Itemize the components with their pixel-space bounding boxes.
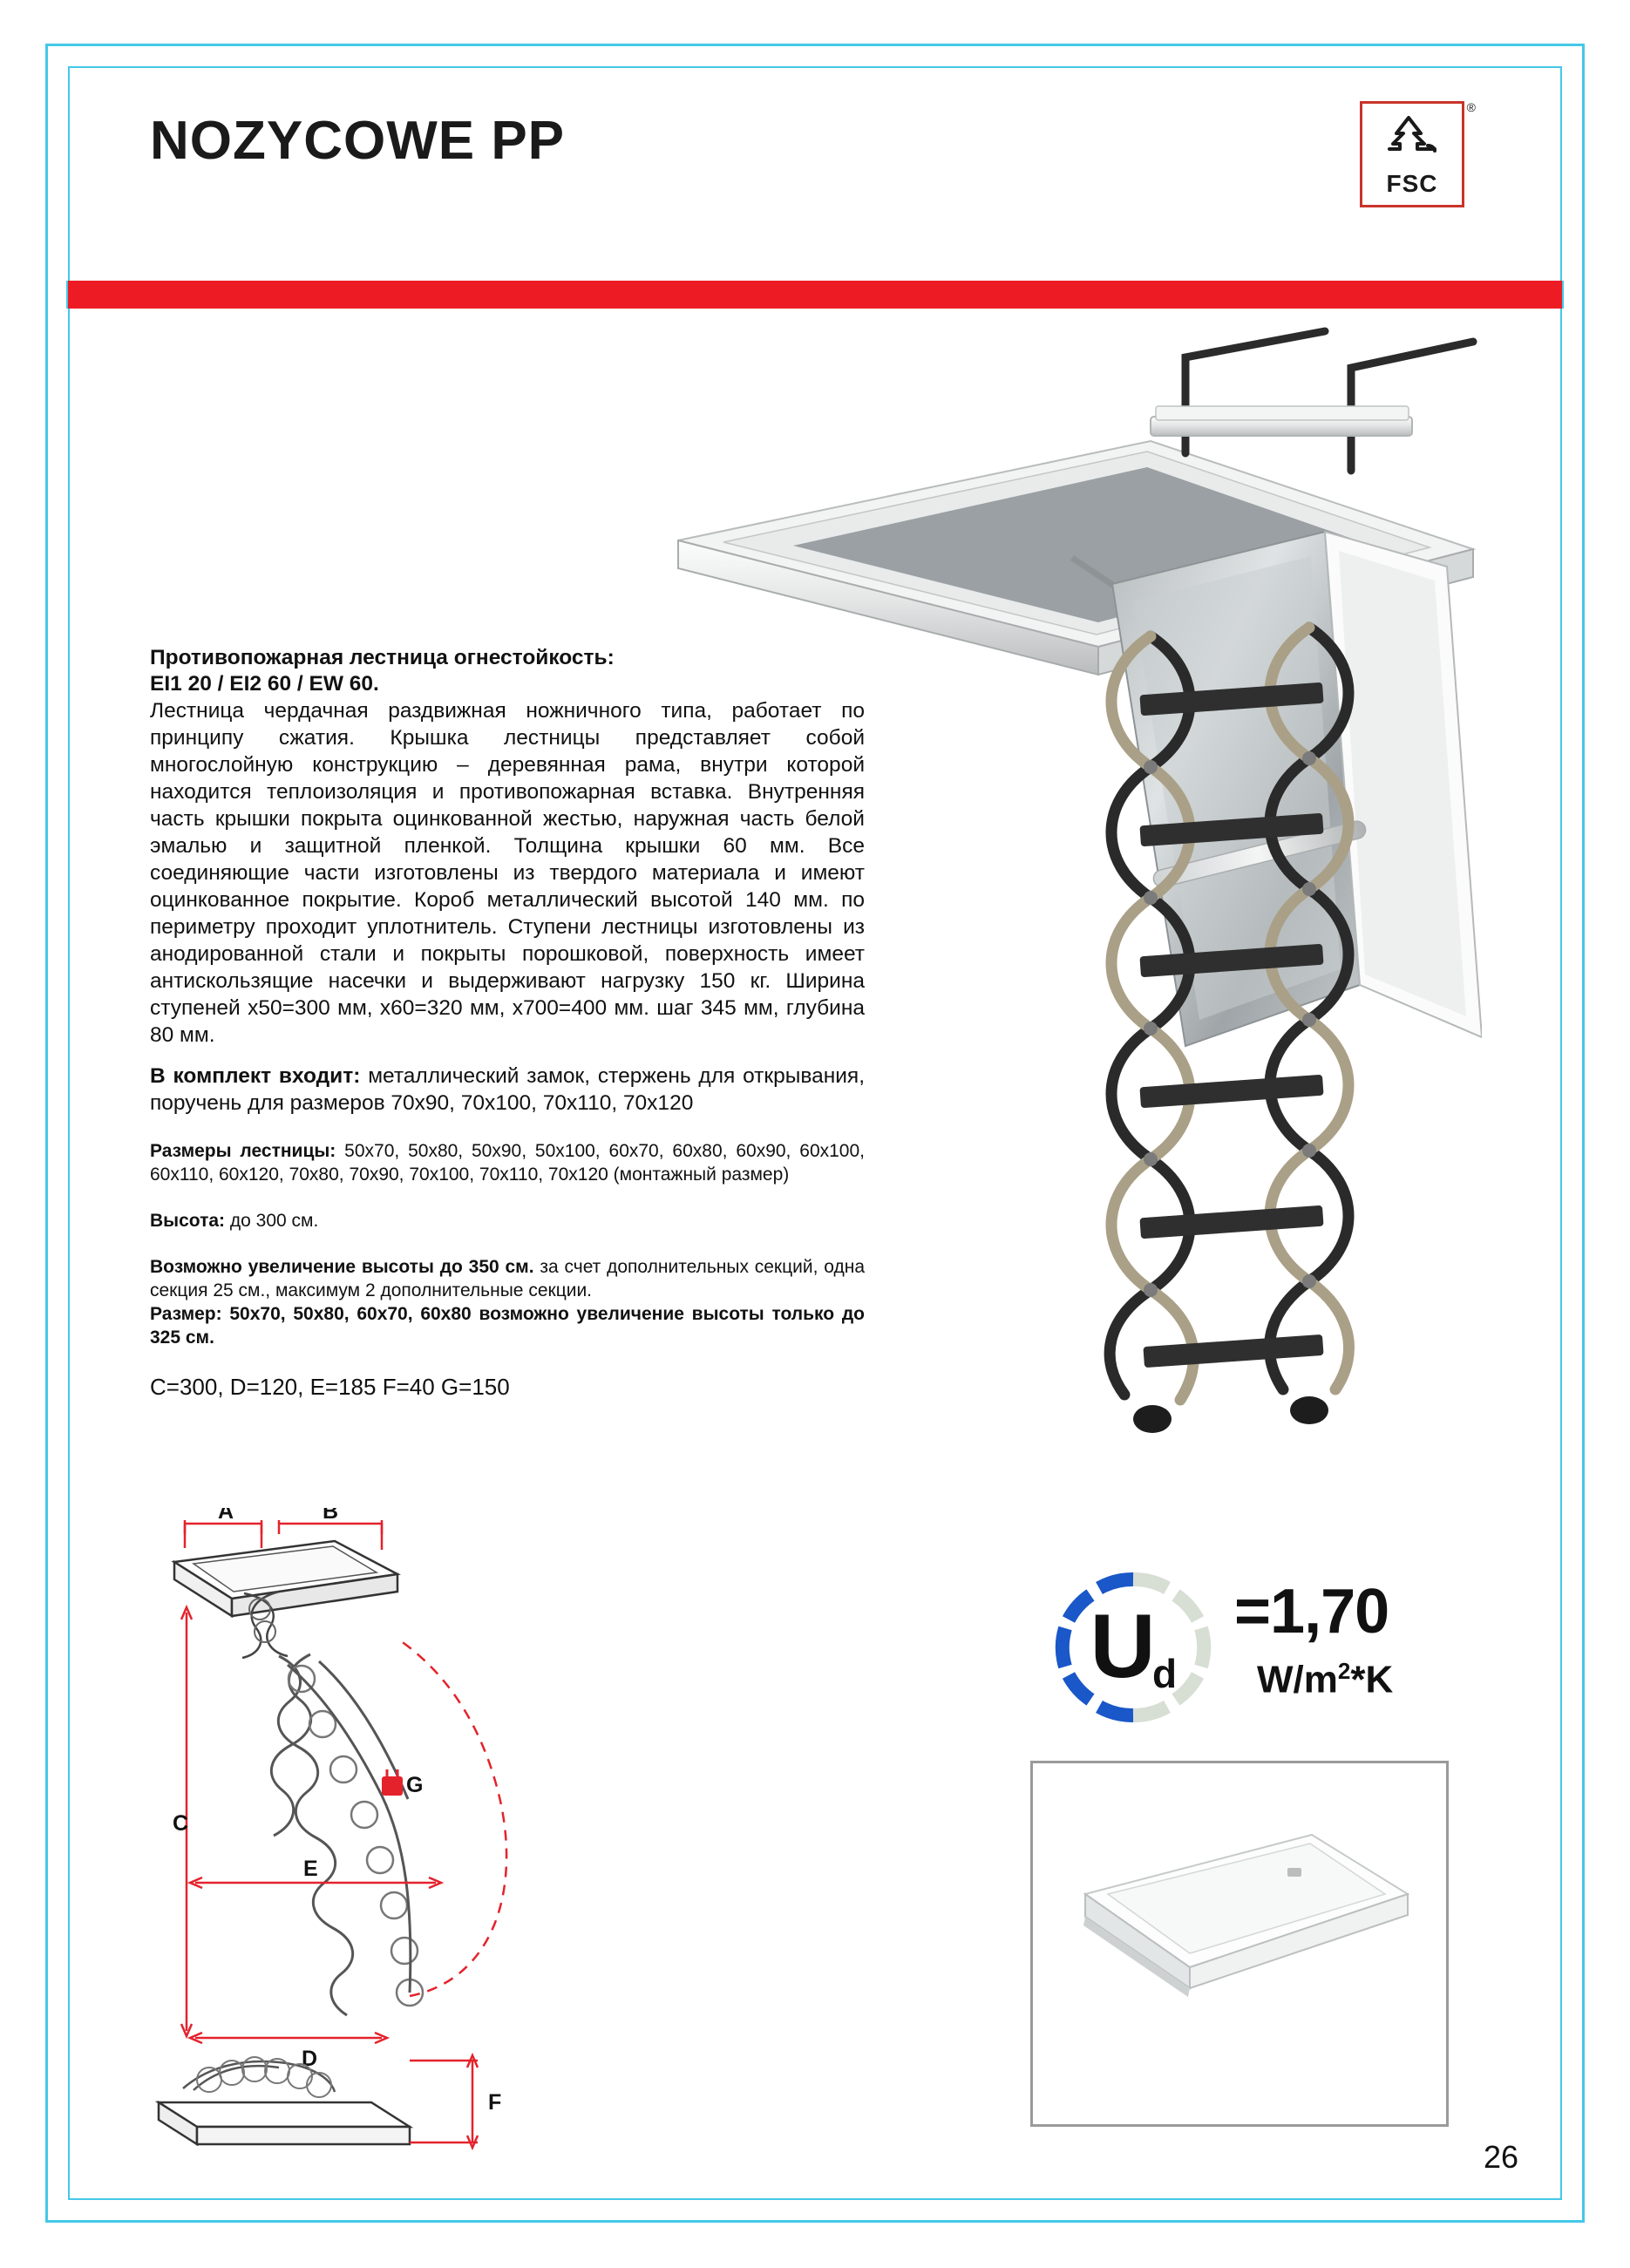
red-bar-left-gap xyxy=(45,281,68,309)
closed-hatch-photo xyxy=(1030,1761,1449,2127)
sizes-text: 50x70, 50x80, 50x90, 50x100, 60x70, 60x80, 60x90, 60x100, 60x110, 60x120, 70x80, 70x90, 70x100, 70x110, 70x120 (монтажный размер) xyxy=(150,1141,865,1185)
u-value-unit: $W/m^2*K$ xyxy=(1257,1658,1394,1701)
svg-text:G: G xyxy=(406,1773,424,1797)
svg-text:d: d xyxy=(1151,1651,1178,1696)
ladder-sizes xyxy=(150,1139,865,1186)
svg-text:E: E xyxy=(303,1857,318,1881)
page-number: 26 xyxy=(1483,2139,1518,2175)
tree-icon xyxy=(1362,109,1462,166)
red-bar-right-gap xyxy=(1562,281,1585,309)
svg-text:F: F xyxy=(488,2090,502,2115)
sizes-label: Размеры лестницы: xyxy=(150,1141,336,1161)
svg-text:D: D xyxy=(302,2047,318,2071)
kit-label: В комплект входит: xyxy=(150,1064,361,1088)
thickness-diagram xyxy=(148,2005,706,2170)
kit-text: металлический замок, стержень для открывания, поручень для размеров 70x90, 70x100, 70x110, 70x120 xyxy=(150,1064,865,1115)
size-limitation-note: Размер: 50x70, 50x80, 60x70, 60x80 возможно увеличение высоты только до 325 см. xyxy=(150,1304,865,1348)
page-title: NOZYCOWE PP xyxy=(150,111,566,171)
fsc-label: FSC xyxy=(1386,170,1438,197)
ladder-height xyxy=(150,1209,865,1232)
height-label: Высота: xyxy=(150,1211,226,1231)
svg-text:B: B xyxy=(323,1508,339,1524)
svg-text:C: C xyxy=(173,1811,189,1836)
dimension-values: C=300, D=120, E=185 F=40 G=150 xyxy=(150,1374,510,1400)
fire-rating-heading-line1: Противопожарная лестница огнестойкость: xyxy=(150,646,615,669)
extension-bold: Возможно увеличение высоты до 350 см. xyxy=(150,1257,534,1277)
registered-mark: ® xyxy=(1466,100,1476,114)
description-column xyxy=(150,645,865,1402)
height-extension xyxy=(150,1255,865,1302)
svg-text:A: A xyxy=(218,1508,234,1524)
height-text: до 300 см. xyxy=(225,1211,319,1231)
u-value-number: =1,70 xyxy=(1234,1577,1389,1647)
page-header xyxy=(70,68,1560,232)
extension-text: за счет дополнительных секций, одна секция 25 см., максимум 2 дополнительные секции. xyxy=(150,1257,865,1300)
u-value-icon xyxy=(1055,1569,1212,1726)
product-description: Лестница чердачная раздвижная ножничного типа, работает по принципу сжатия. Крышка лестницы представляет собой многослойную конструкцию – деревянная рама, внутри которой находится теплоизоляция и противопожарная вставка. Внутренняя часть крышки покрыта оцинкованной жестью, наружная часть белой эмалью и защитной пленкой. Толщина крышки 60 мм. Все соединяющие части изготовлены из твердого материала и имеют оцинкованное покрытие. Короб металлический высотой 140 мм. по периметру проходит уплотнитель. Ступени лестницы изготовлены из анодированной стали и покрыты порошковой, поверхность имеет антискользящие насечки и выдерживают нагрузку 150 кг. Ширина ступеней x50=300 мм, x60=320 мм, x700=400 мм. шаг 345 мм, глубина 80 мм. xyxy=(150,699,865,1047)
thermal-coefficient-badge xyxy=(1029,1560,1430,1752)
fire-rating-heading-line2: EI1 20 / EI2 60 / EW 60. xyxy=(150,672,379,696)
fsc-logo xyxy=(1360,100,1476,207)
red-divider-bar xyxy=(45,281,1585,309)
svg-text:U: U xyxy=(1090,1596,1156,1697)
kit-contents xyxy=(150,1063,865,1117)
